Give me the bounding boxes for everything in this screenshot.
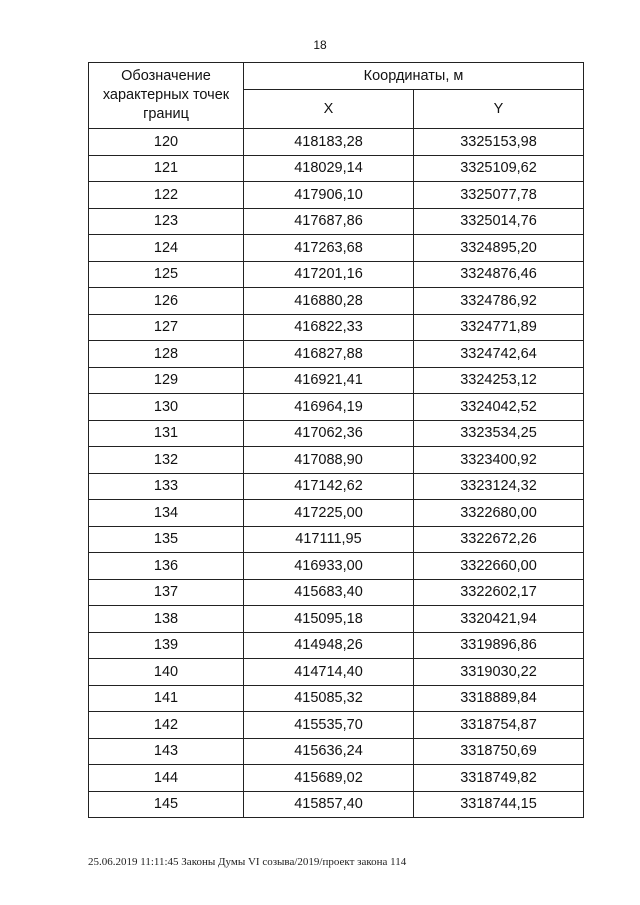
point-cell: 121 [89,155,244,182]
table-row [89,341,584,368]
y-cell: 3318750,69 [414,738,584,765]
table-row [89,712,584,739]
point-cell: 122 [89,182,244,209]
table-row [89,526,584,553]
x-cell: 417201,16 [244,261,414,288]
x-cell: 417263,68 [244,235,414,262]
point-cell: 138 [89,606,244,633]
x-cell: 416933,00 [244,553,414,580]
table-row [89,288,584,315]
table-row [89,500,584,527]
y-header: Y [414,90,584,129]
table-row [89,420,584,447]
x-cell: 415689,02 [244,765,414,792]
table-header [89,63,584,129]
point-cell: 127 [89,314,244,341]
table-body [89,129,584,818]
point-cell: 140 [89,659,244,686]
point-cell: 134 [89,500,244,527]
x-cell: 418183,28 [244,129,414,156]
x-cell: 418029,14 [244,155,414,182]
point-cell: 126 [89,288,244,315]
y-cell: 3324786,92 [414,288,584,315]
point-cell: 132 [89,447,244,474]
x-cell: 414948,26 [244,632,414,659]
table-row [89,155,584,182]
point-cell: 145 [89,791,244,818]
y-cell: 3325109,62 [414,155,584,182]
y-cell: 3324742,64 [414,341,584,368]
coordinates-header: Координаты, м [244,63,584,90]
x-cell: 417906,10 [244,182,414,209]
coordinates-table [88,62,584,818]
point-cell: 120 [89,129,244,156]
y-cell: 3324771,89 [414,314,584,341]
table-row [89,182,584,209]
x-cell: 415636,24 [244,738,414,765]
table-row [89,579,584,606]
x-cell: 416827,88 [244,341,414,368]
x-cell: 415535,70 [244,712,414,739]
y-cell: 3318744,15 [414,791,584,818]
point-cell: 137 [89,579,244,606]
table-row [89,129,584,156]
x-cell: 417142,62 [244,473,414,500]
y-cell: 3324876,46 [414,261,584,288]
point-cell: 143 [89,738,244,765]
y-cell: 3322680,00 [414,500,584,527]
x-cell: 416880,28 [244,288,414,315]
point-cell: 129 [89,367,244,394]
y-cell: 3319030,22 [414,659,584,686]
y-cell: 3324253,12 [414,367,584,394]
x-cell: 417062,36 [244,420,414,447]
table-row [89,791,584,818]
x-cell: 415095,18 [244,606,414,633]
point-cell: 124 [89,235,244,262]
y-cell: 3319896,86 [414,632,584,659]
point-cell: 144 [89,765,244,792]
point-cell: 131 [89,420,244,447]
table-row [89,473,584,500]
y-cell: 3324042,52 [414,394,584,421]
point-cell: 136 [89,553,244,580]
table-row [89,394,584,421]
table-row [89,208,584,235]
x-cell: 416921,41 [244,367,414,394]
table-row [89,261,584,288]
x-cell: 415683,40 [244,579,414,606]
y-cell: 3323400,92 [414,447,584,474]
x-cell: 417687,86 [244,208,414,235]
point-cell: 133 [89,473,244,500]
x-cell: 416822,33 [244,314,414,341]
x-header: X [244,90,414,129]
y-cell: 3323534,25 [414,420,584,447]
table-row [89,738,584,765]
point-cell: 135 [89,526,244,553]
point-cell: 125 [89,261,244,288]
point-cell: 141 [89,685,244,712]
point-cell: 123 [89,208,244,235]
y-cell: 3322602,17 [414,579,584,606]
point-cell: 130 [89,394,244,421]
x-cell: 415085,32 [244,685,414,712]
y-cell: 3322672,26 [414,526,584,553]
footer-stamp: 25.06.2019 11:11:45 Законы Думы VI созыва/2019/проект закона 114 [88,856,407,868]
table-row [89,235,584,262]
y-cell: 3325014,76 [414,208,584,235]
x-cell: 415857,40 [244,791,414,818]
x-cell: 417225,00 [244,500,414,527]
y-cell: 3325077,78 [414,182,584,209]
y-cell: 3325153,98 [414,129,584,156]
table-row [89,367,584,394]
designation-header: Обозначение характерных точек границ [89,63,244,129]
y-cell: 3318749,82 [414,765,584,792]
y-cell: 3318889,84 [414,685,584,712]
y-cell: 3324895,20 [414,235,584,262]
table-row [89,765,584,792]
x-cell: 416964,19 [244,394,414,421]
point-cell: 142 [89,712,244,739]
table-row [89,659,584,686]
y-cell: 3322660,00 [414,553,584,580]
x-cell: 417111,95 [244,526,414,553]
table-row [89,314,584,341]
table-row [89,447,584,474]
x-cell: 417088,90 [244,447,414,474]
table-row [89,632,584,659]
y-cell: 3320421,94 [414,606,584,633]
page-number: 18 [313,38,327,52]
table-row [89,606,584,633]
y-cell: 3323124,32 [414,473,584,500]
point-cell: 128 [89,341,244,368]
table-row [89,553,584,580]
point-cell: 139 [89,632,244,659]
table-row [89,685,584,712]
y-cell: 3318754,87 [414,712,584,739]
x-cell: 414714,40 [244,659,414,686]
